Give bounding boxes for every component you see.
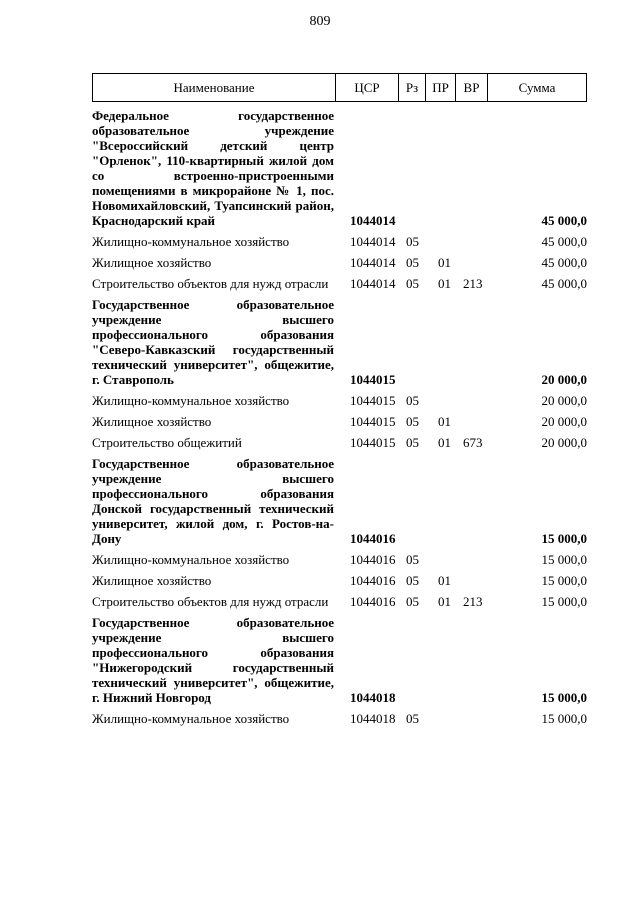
table-row bbox=[92, 234, 587, 249]
row-sum: 45 000,0 bbox=[541, 234, 587, 249]
table-row bbox=[92, 108, 587, 228]
row-csr: 1044014 bbox=[350, 276, 396, 291]
row-csr: 1044016 bbox=[350, 594, 396, 609]
table-row bbox=[92, 414, 587, 429]
row-name: Жилищно-коммунальное хозяйство bbox=[92, 552, 290, 567]
row-vr: 673 bbox=[463, 435, 483, 450]
row-name: Строительство общежитий bbox=[92, 435, 242, 450]
row-rz: 05 bbox=[406, 573, 419, 588]
row-rz: 05 bbox=[406, 552, 419, 567]
row-sum: 20 000,0 bbox=[541, 393, 587, 408]
row-csr: 1044015 bbox=[350, 393, 396, 408]
row-vr: 213 bbox=[463, 594, 483, 609]
table-row bbox=[92, 255, 587, 270]
row-pr: 01 bbox=[438, 255, 451, 270]
row-rz: 05 bbox=[406, 393, 419, 408]
row-pr: 01 bbox=[438, 276, 451, 291]
row-sum: 20 000,0 bbox=[541, 414, 587, 429]
table-header bbox=[92, 73, 587, 102]
table-row bbox=[92, 711, 587, 726]
row-rz: 05 bbox=[406, 276, 419, 291]
row-name: Жилищно-коммунальное хозяйство bbox=[92, 234, 290, 249]
table-row bbox=[92, 615, 587, 705]
row-name: Строительство объектов для нужд отрасли bbox=[92, 594, 329, 609]
table-row bbox=[92, 456, 587, 546]
row-csr: 1044018 bbox=[350, 690, 396, 705]
row-csr: 1044016 bbox=[350, 552, 396, 567]
table-row bbox=[92, 393, 587, 408]
row-sum: 45 000,0 bbox=[541, 213, 587, 228]
row-rz: 05 bbox=[406, 594, 419, 609]
row-name: Жилищное хозяйство bbox=[92, 414, 212, 429]
row-rz: 05 bbox=[406, 255, 419, 270]
row-csr: 1044016 bbox=[350, 531, 396, 546]
row-sum: 15 000,0 bbox=[541, 711, 587, 726]
row-csr: 1044018 bbox=[350, 711, 396, 726]
row-sum: 15 000,0 bbox=[541, 531, 587, 546]
row-vr: 213 bbox=[463, 276, 483, 291]
row-sum: 45 000,0 bbox=[541, 255, 587, 270]
header-rz: Рз bbox=[399, 74, 426, 101]
row-csr: 1044016 bbox=[350, 573, 396, 588]
row-name: Жилищно-коммунальное хозяйство bbox=[92, 393, 290, 408]
row-sum: 15 000,0 bbox=[541, 690, 587, 705]
row-rz: 05 bbox=[406, 435, 419, 450]
row-csr: 1044014 bbox=[350, 213, 396, 228]
row-pr: 01 bbox=[438, 594, 451, 609]
row-name: Государственное образовательное учреждение высшего профессионального образования "Нижегородский государственный технический университет", общежитие, г. Нижний Новгород bbox=[92, 615, 334, 705]
row-csr: 1044015 bbox=[350, 414, 396, 429]
row-csr: 1044014 bbox=[350, 255, 396, 270]
row-name: Государственное образовательное учреждение высшего профессионального образования "Северо-Кавказский государственный технический университет", общежитие, г. Ставрополь bbox=[92, 297, 334, 387]
row-sum: 15 000,0 bbox=[541, 552, 587, 567]
row-sum: 15 000,0 bbox=[541, 594, 587, 609]
row-sum: 20 000,0 bbox=[541, 435, 587, 450]
row-name: Строительство объектов для нужд отрасли bbox=[92, 276, 329, 291]
row-name: Жилищно-коммунальное хозяйство bbox=[92, 711, 290, 726]
header-name: Наименование bbox=[93, 74, 336, 101]
row-name: Федеральное государственное образовательное учреждение "Всероссийский детский центр "Орленок", 110-квартирный жилой дом со встроенно-пристроенными помещениями в микрорайоне № 1, пос. Новомихайловский, Туапсинский район, Краснодарский край bbox=[92, 108, 334, 228]
table-row bbox=[92, 297, 587, 387]
table-row bbox=[92, 435, 587, 450]
page-number: 809 bbox=[309, 14, 331, 29]
row-csr: 1044015 bbox=[350, 435, 396, 450]
header-pr: ПР bbox=[426, 74, 456, 101]
row-name: Государственное образовательное учреждение высшего профессионального образования Донской государственный технический университет, жилой дом, г. Ростов-на-Дону bbox=[92, 456, 334, 546]
row-name: Жилищное хозяйство bbox=[92, 573, 212, 588]
header-csr: ЦСР bbox=[336, 74, 399, 101]
table-row bbox=[92, 276, 587, 291]
table-row bbox=[92, 552, 587, 567]
table-row bbox=[92, 573, 587, 588]
row-name: Жилищное хозяйство bbox=[92, 255, 212, 270]
row-rz: 05 bbox=[406, 234, 419, 249]
row-sum: 20 000,0 bbox=[541, 372, 587, 387]
table-body bbox=[92, 108, 587, 732]
row-csr: 1044014 bbox=[350, 234, 396, 249]
row-sum: 45 000,0 bbox=[541, 276, 587, 291]
row-rz: 05 bbox=[406, 711, 419, 726]
row-pr: 01 bbox=[438, 573, 451, 588]
header-sum: Сумма bbox=[518, 80, 556, 95]
table-row bbox=[92, 594, 587, 609]
row-pr: 01 bbox=[438, 414, 451, 429]
header-vr: ВР bbox=[456, 74, 488, 101]
row-sum: 15 000,0 bbox=[541, 573, 587, 588]
row-pr: 01 bbox=[438, 435, 451, 450]
row-csr: 1044015 bbox=[350, 372, 396, 387]
row-rz: 05 bbox=[406, 414, 419, 429]
